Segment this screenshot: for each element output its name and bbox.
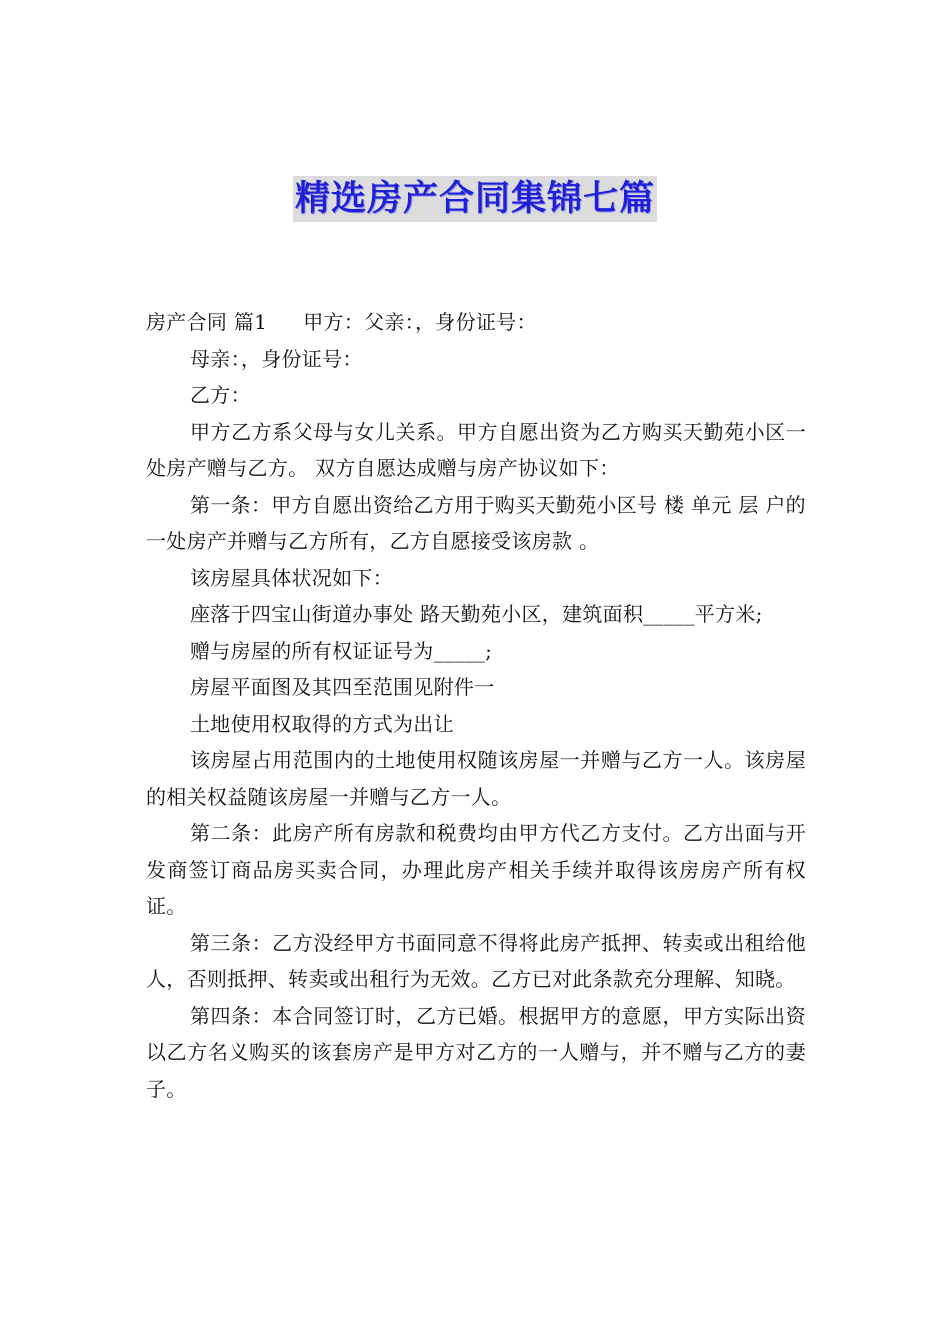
paragraph-article-3: 第三条：乙方没经甲方书面同意不得将此房产抵押、转卖或出租给他人，否则抵押、转卖或出租行为无效。乙方已对此条款充分理解、知晓。	[146, 930, 806, 991]
paragraph-article-4: 第四条：本合同签订时，乙方已婚。根据甲方的意愿，甲方实际出资以乙方名义购买的该套房产是甲方对乙方的一人赠与，并不赠与乙方的妻子。	[146, 1003, 806, 1101]
paragraph-intro: 甲方乙方系父母与女儿关系。甲方自愿出资为乙方购买天勤苑小区一处房产赠与乙方。 双方自愿达成赠与房产协议如下：	[146, 419, 806, 480]
party-a-text: 甲方：父亲：，身份证号：	[303, 310, 537, 334]
paragraph-party-a	[146, 304, 806, 341]
paragraph-party-b: 乙方：	[190, 383, 251, 407]
section-label: 房产合同 篇1	[146, 310, 268, 334]
title-block	[0, 176, 950, 222]
document-body	[146, 304, 806, 1107]
paragraph-floor-plan: 房屋平面图及其四至范围见附件一	[190, 675, 495, 699]
paragraph-mother: 母亲：，身份证号：	[190, 346, 363, 371]
paragraph-land-use: 土地使用权取得的方式为出让	[190, 711, 454, 736]
paragraph-article-1: 第一条：甲方自愿出资给乙方用于购买天勤苑小区号 楼 单元 层 户的一处房产并赠与乙方所有，乙方自愿接受该房款 。	[146, 492, 806, 553]
paragraph-certificate: 赠与房屋的所有权证证号为_____;	[190, 638, 493, 663]
document-title: 精选房产合同集锦七篇	[293, 176, 657, 222]
paragraph-location: 座落于四宝山街道办事处 路天勤苑小区，建筑面积_____平方米;	[190, 602, 763, 626]
paragraph-article-2: 第二条：此房产所有房款和税费均由甲方代乙方支付。乙方出面与开发商签订商品房买卖合同，办理此房产相关手续并取得该房房产所有权证。	[146, 821, 806, 918]
paragraph-house-status: 该房屋具体状况如下：	[190, 565, 393, 590]
paragraph-land-rights: 该房屋占用范围内的土地使用权随该房屋一并赠与乙方一人。该房屋的相关权益随该房屋一并赠与乙方一人。	[146, 748, 806, 809]
